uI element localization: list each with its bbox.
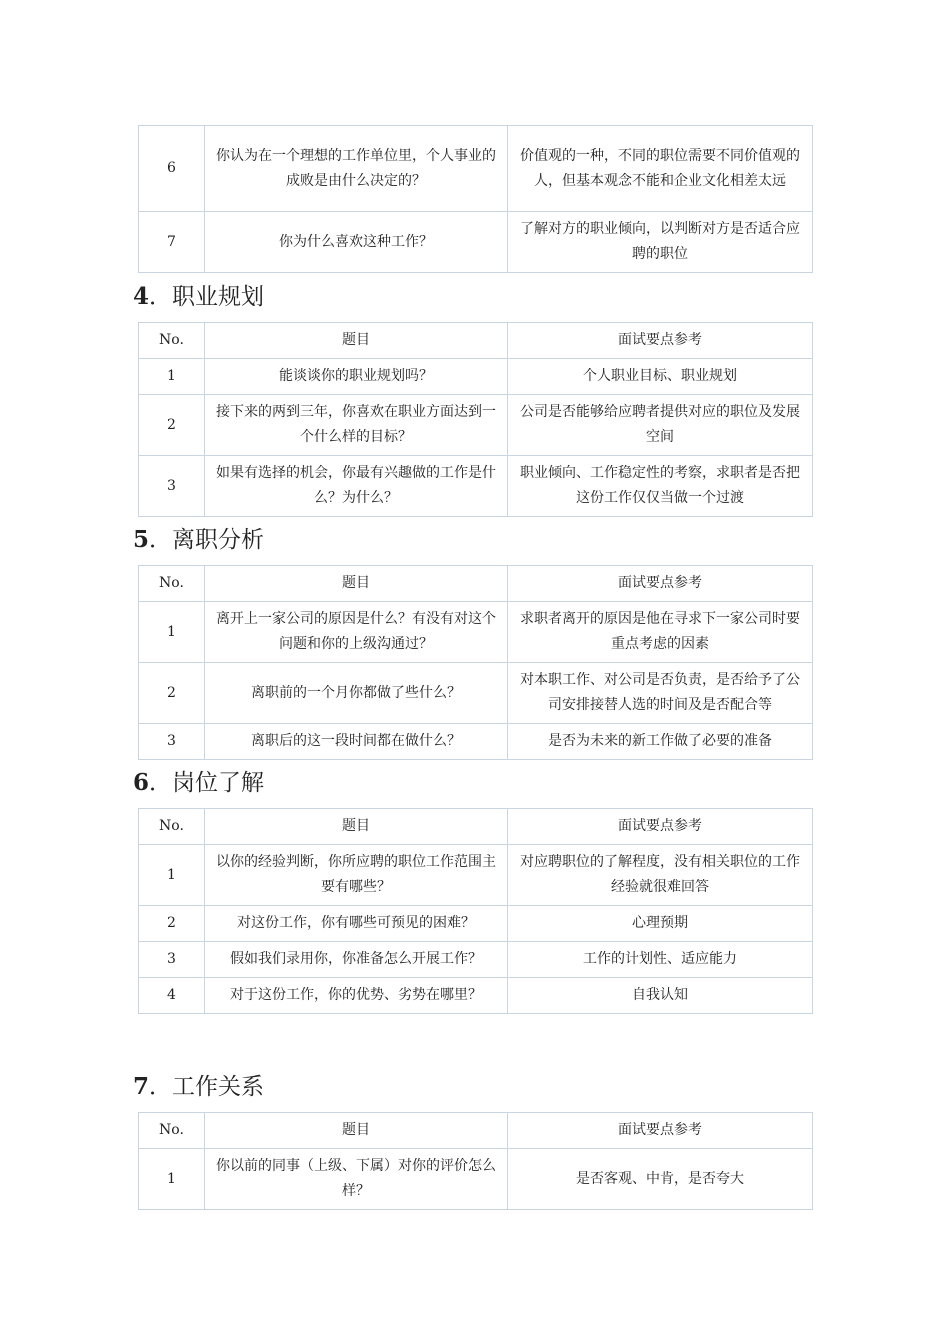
header-question: 题目: [205, 809, 508, 845]
cell-no: 1: [139, 845, 205, 906]
cell-reference: 心理预期: [508, 906, 813, 942]
table-row: [139, 942, 813, 978]
table-section-7: [138, 1112, 813, 1210]
table-section-6: [138, 808, 813, 1014]
cell-reference: 对本职工作、对公司是否负责，是否给予了公司安排接替人选的时间及是否配合等: [508, 663, 813, 724]
table-row: [139, 456, 813, 517]
table-header-row: [139, 1113, 813, 1149]
cell-reference: 是否客观、中肯，是否夸大: [508, 1149, 813, 1210]
cell-no: 3: [139, 942, 205, 978]
cell-reference: 求职者离开的原因是他在寻求下一家公司时要重点考虑的因素: [508, 602, 813, 663]
header-no: No.: [139, 566, 205, 602]
cell-reference: 自我认知: [508, 978, 813, 1014]
table-row: [139, 724, 813, 760]
section-heading-4: 4．职业规划: [133, 283, 265, 310]
cell-no: 1: [139, 359, 205, 395]
section-number: 4: [133, 283, 150, 310]
section-heading-6: 6．岗位了解: [133, 769, 265, 796]
cell-no: 1: [139, 602, 205, 663]
table-row: [139, 845, 813, 906]
header-reference: 面试要点参考: [508, 1113, 813, 1149]
cell-question: 离开上一家公司的原因是什么？有没有对这个问题和你的上级沟通过？: [205, 602, 508, 663]
cell-question: 假如我们录用你，你准备怎么开展工作？: [205, 942, 508, 978]
cell-reference: 公司是否能够给应聘者提供对应的职位及发展空间: [508, 395, 813, 456]
header-no: No.: [139, 323, 205, 359]
table-row: [139, 212, 813, 273]
table-header-row: [139, 809, 813, 845]
section-number: 5: [133, 526, 150, 553]
table-row: [139, 978, 813, 1014]
cell-question: 对这份工作，你有哪些可预见的困难？: [205, 906, 508, 942]
table-section-3-tail: [138, 125, 813, 273]
cell-question: 能谈谈你的职业规划吗？: [205, 359, 508, 395]
table-row: [139, 1149, 813, 1210]
header-reference: 面试要点参考: [508, 809, 813, 845]
cell-question: 离职前的一个月你都做了些什么？: [205, 663, 508, 724]
section-heading-7: 7．工作关系: [133, 1073, 265, 1100]
cell-no: 3: [139, 456, 205, 517]
cell-reference: 是否为未来的新工作做了必要的准备: [508, 724, 813, 760]
cell-reference: 价值观的一种，不同的职位需要不同价值观的人，但基本观念不能和企业文化相差太远: [508, 126, 813, 212]
cell-reference: 个人职业目标、职业规划: [508, 359, 813, 395]
table-section-5: [138, 565, 813, 760]
table-row: [139, 395, 813, 456]
cell-no: 1: [139, 1149, 205, 1210]
header-reference: 面试要点参考: [508, 566, 813, 602]
cell-question: 你认为在一个理想的工作单位里，个人事业的成败是由什么决定的？: [205, 126, 508, 212]
section-title: 离职分析: [172, 527, 265, 553]
cell-question: 离职后的这一段时间都在做什么？: [205, 724, 508, 760]
table-row: [139, 126, 813, 212]
table-row: [139, 906, 813, 942]
cell-reference: 职业倾向、工作稳定性的考察，求职者是否把这份工作仅仅当做一个过渡: [508, 456, 813, 517]
cell-question: 以你的经验判断，你所应聘的职位工作范围主要有哪些？: [205, 845, 508, 906]
section-title: 工作关系: [172, 1074, 265, 1100]
header-reference: 面试要点参考: [508, 323, 813, 359]
cell-no: 6: [139, 126, 205, 212]
cell-reference: 了解对方的职业倾向，以判断对方是否适合应聘的职位: [508, 212, 813, 273]
section-heading-5: 5．离职分析: [133, 526, 265, 553]
cell-no: 7: [139, 212, 205, 273]
table-row: [139, 359, 813, 395]
table-row: [139, 663, 813, 724]
header-question: 题目: [205, 1113, 508, 1149]
section-title: 职业规划: [172, 284, 265, 310]
cell-question: 如果有选择的机会，你最有兴趣做的工作是什么？为什么？: [205, 456, 508, 517]
cell-reference: 对应聘职位的了解程度，没有相关职位的工作经验就很难回答: [508, 845, 813, 906]
header-no: No.: [139, 809, 205, 845]
cell-no: 4: [139, 978, 205, 1014]
cell-no: 3: [139, 724, 205, 760]
cell-no: 2: [139, 395, 205, 456]
header-question: 题目: [205, 323, 508, 359]
cell-question: 你为什么喜欢这种工作？: [205, 212, 508, 273]
cell-question: 对于这份工作，你的优势、劣势在哪里？: [205, 978, 508, 1014]
table-header-row: [139, 323, 813, 359]
section-number: 6: [133, 769, 150, 796]
section-title: 岗位了解: [172, 770, 265, 796]
header-no: No.: [139, 1113, 205, 1149]
cell-no: 2: [139, 906, 205, 942]
section-number: 7: [133, 1073, 150, 1100]
table-row: [139, 602, 813, 663]
cell-reference: 工作的计划性、适应能力: [508, 942, 813, 978]
table-section-4: [138, 322, 813, 517]
cell-question: 你以前的同事（上级、下属）对你的评价怎么样？: [205, 1149, 508, 1210]
table-header-row: [139, 566, 813, 602]
cell-no: 2: [139, 663, 205, 724]
header-question: 题目: [205, 566, 508, 602]
cell-question: 接下来的两到三年，你喜欢在职业方面达到一个什么样的目标？: [205, 395, 508, 456]
